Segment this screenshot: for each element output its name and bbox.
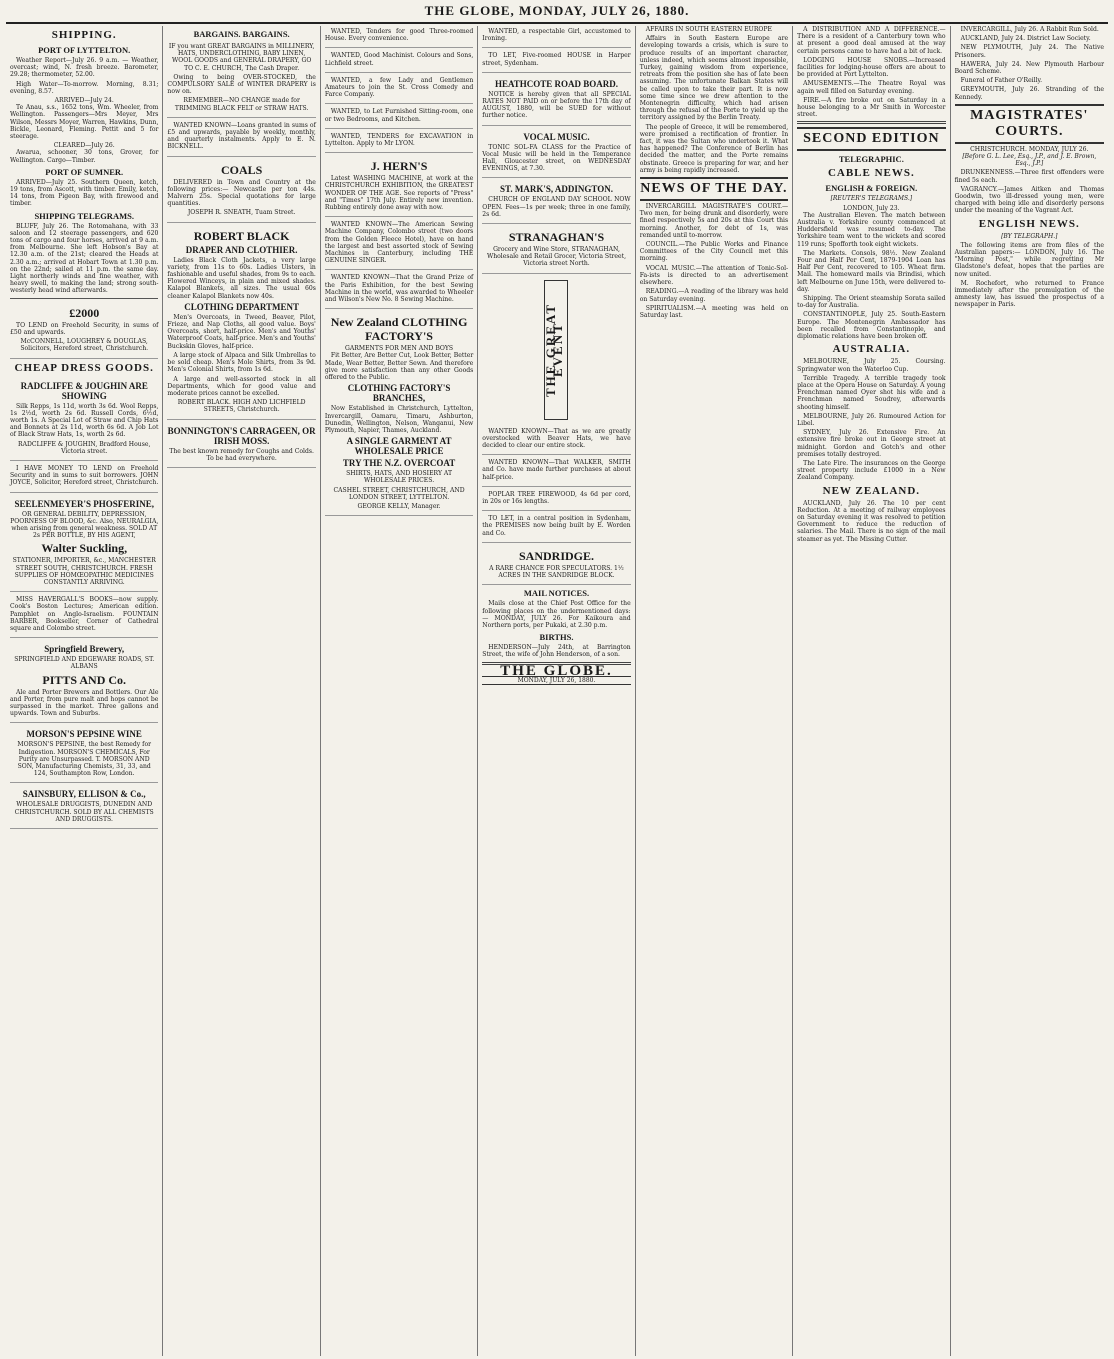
springfield-ad xyxy=(10,640,158,723)
wanted-tender-text: WANTED, Tenders for good Three-roomed House. Every convenience. xyxy=(324,28,474,43)
wanted-lady-text: WANTED, a few Lady and Gentlemen Amateurs to join the St. Cross Comedy and Farce Company. xyxy=(324,76,474,99)
church-ad xyxy=(482,180,630,224)
sainsbury-title: SAINSBURY, ELLISON & Co., xyxy=(22,789,146,800)
newspaper-columns xyxy=(6,26,1108,1356)
radcliffe-goods: Silk Repps, 1s 11d, worth 3s 6d. Wool Repps, 1s 2½d, worth 2s 6d. Russell Cords, 6½d, worth 1s. A Special Lot of Straw and Chip Hats and Bonnets at 2s 11d, worth 6s 6d. A Job Lot of Black Straw Hats, 1s, worth 2s 6d. xyxy=(10,402,159,439)
divider xyxy=(797,121,945,124)
rochefort-text: M. Rochefort, who returned to France immediately after the promulgation of the amnesty law, has issued the prospectus of a newspaper in Paris. xyxy=(954,279,1104,309)
robert-black-signature: ROBERT BLACK. HIGH AND LICHFIELD STREETS, Christchurch. xyxy=(177,399,306,414)
phosferine-ad xyxy=(10,495,158,593)
beaver-text: WANTED KNOWN—That WALKER, SMITH and Co. have made further purchases at about half-price. xyxy=(482,459,631,481)
coals-text: DELIVERED in Town and Country at the following prices:— Newcastle per ton 44s. Malvern 25s. Special quotations for large quantities. xyxy=(167,178,316,208)
column-6 xyxy=(793,26,950,1356)
to-let-text: TO LET, Five-roomed HOUSE in Harper street, Sydenham. xyxy=(482,52,631,67)
to-let-ad xyxy=(482,50,630,72)
morson-title: MORSON'S PEPSINE WINE xyxy=(26,729,142,740)
wanted-known-text: WANTED KNOWN—That as we are greatly overstocked with Beaver Hats, we have decided to clear our entire stock. xyxy=(482,427,631,450)
new-zealand-heading: NEW ZEALAND. xyxy=(822,484,921,497)
funeral-text: Funeral of Father O'Reilly. xyxy=(960,77,1043,85)
bonnington-ad xyxy=(167,422,315,468)
telegraphic-heading: TELEGRAPHIC. xyxy=(838,154,904,165)
factory-sub: GARMENTS FOR MEN AND BOYS xyxy=(345,345,454,353)
amusements-text: AMUSEMENTS.—The Theatre Royal was again well filled on Saturday evening. xyxy=(797,80,946,95)
column-1 xyxy=(6,26,163,1356)
cashel-text: CASHEL STREET, CHRISTCHURCH, AND LONDON STREET, LYTTELTON. xyxy=(333,486,465,501)
church-title: ST. MARK'S, ADDINGTON. xyxy=(500,184,613,195)
cleared-heading: CLEARED—July 26. xyxy=(53,142,115,150)
overstock-text: Owing to being OVER-STOCKED, the COMPULSORY SALE of WINTER DRAPERY is now on. xyxy=(167,73,316,96)
coals-ad xyxy=(167,159,315,223)
pitts-text: Ale and Porter Brewers and Bottlers. Our Ale and Porter, from pure malt and hops cannot be surpassed in the market. Three gallons and upwards. Town and Suburbs. xyxy=(10,688,159,718)
bonnington-text: The best known remedy for Coughs and Colds. To be had everywhere. xyxy=(169,447,314,462)
singer-ad xyxy=(325,219,473,270)
wanted-rooms-text: WANTED, to Let Furnished Sitting-room, one or two Bedrooms, and Kitchen. xyxy=(324,108,474,123)
clothing-dept-title: CLOTHING DEPARTMENT xyxy=(184,301,300,312)
wanted-loans-text: WANTED KNOWN—Loans granted in sums of £5 and upwards, payable by weekly, monthly, and quarterly instalments. Apply to E. N. BICKNELL. xyxy=(167,121,316,151)
christchurch-dateline: CHRISTCHURCH. MONDAY, JULY 26. xyxy=(970,145,1089,153)
estimates-text: WANTED KNOWN—That the Grand Prize of the Paris Exhibition, for the best Sewing Machine in the world, was awarded to Wheeler and Wilson's New No. 8 Sewing Machine. xyxy=(324,274,474,304)
cleared-text: Awarua, schooner, 30 tons, Grover, for Wellington. Cargo—Timber. xyxy=(10,149,159,164)
auction-text: TO LET, in a central position in Sydenham, the PREMISES now being built by E. Worden and Co. xyxy=(482,515,631,537)
heathcote-title: HEATHCOTE ROAD BOARD. xyxy=(494,78,619,89)
tenders-ad xyxy=(325,131,473,153)
wanted-tender-ad xyxy=(325,26,473,48)
news-of-day-heading: NEWS OF THE DAY. xyxy=(640,177,788,201)
sandridge-text: A RARE CHANCE FOR SPECULATORS. 1½ ACRES IN THE SANDRIDGE BLOCK. xyxy=(489,564,624,580)
tenders-text: WANTED, TENDERS for EXCAVATION in Lyttelton. Apply to Mr LYON. xyxy=(324,132,474,148)
port-sumner-text: ARRIVED—July 25. Southern Queen, ketch, 19 tons, from Ascott, with timber. Emily, ketch, 14 tons, from Pigeon Bay, with firewood and timber. xyxy=(10,178,159,208)
vocal-ad xyxy=(482,128,630,179)
suckling-title: Walter Suckling, xyxy=(41,541,128,556)
english-foreign-heading: ENGLISH & FOREIGN. xyxy=(825,183,918,194)
english-news-text: The following items are from files of the Australian papers:— LONDON, July 16. The "Morning Post," while regretting Mr Gladstone's defeat, hopes that the parties are now united. xyxy=(954,241,1104,278)
invercargill-text: INVERCARGILL, July 26. A Rabbit Run Sold. xyxy=(960,26,1099,33)
wanted-loans-ad xyxy=(167,120,315,157)
telegraph-label: [BY TELEGRAPH.] xyxy=(1001,232,1058,240)
hosiery-text: SHIRTS, HATS, AND HOSIERY AT WHOLESALE PRICES. xyxy=(346,470,453,485)
news-reading: READING.—A reading of the library was held on Saturday evening. xyxy=(639,288,789,303)
column-2 xyxy=(163,26,320,1356)
vocal-title: VOCAL MUSIC. xyxy=(523,131,590,142)
arrived-heading: ARRIVED—July 24. xyxy=(54,97,114,105)
hern-text: Latest WASHING MACHINE, at work at the CHRISTCHURCH EXHIBITION, the GREATEST WONDER OF THE AGE. See reports of "Press" and "Times" 17th July. Entirely new invention. Rubbing entirely done away with now. xyxy=(324,175,474,212)
stock-text: A large and well-assorted stock in all Departments, which for good value and moderate prices cannot be excelled. xyxy=(167,375,316,397)
money-ad xyxy=(10,463,158,493)
clothing-dept-text: Men's Overcoats, in Tweed, Beaver, Pilot, Frieze, and Nap Cloths, all good value. Boys' Overcoats, short, half-price. Men's and Youths' Waterproof Coats, half-price. Men's and Youths' Buckskin Gloves, half-price. xyxy=(167,313,316,350)
bargains-text: IF you want GREAT BARGAINS in MILLINERY, HATS, UNDERCLOTHING, BABY LINEN, WOOL GOODS and GENERAL DRAPERY, GO TO C. E. CHURCH, The Cash Draper. xyxy=(168,43,315,72)
weather-report: Weather Report—July 26. 9 a.m. — Weather, overcast; wind, N. fresh breeze. Barometer, 29.28; thermometer, 52.00. xyxy=(10,57,159,79)
wholesale-title: A SINGLE GARMENT AT WHOLESALE PRICE xyxy=(346,436,452,457)
wanted-girl-text: WANTED, a respectable Girl, accustomed to Ironing. xyxy=(482,28,631,43)
cheap-dress-heading: CHEAP DRESS GOODS. xyxy=(14,361,154,374)
bench-label: [Before G. L. Lee, Esq., J.P., and J. E. Brown, Esq., J.P.] xyxy=(962,153,1097,168)
branches-text: Now Established in Christchurch, Lyttelton, Invercargill, Oamaru, Timaru, Ashburton, Dunedin, Wellington, Nelson, Wanganui, New Plymouth, Napier, Thames, Auckland. xyxy=(324,405,474,434)
firewood-ad xyxy=(482,489,630,511)
bargains-ad xyxy=(167,41,315,118)
wanted-known-ad xyxy=(482,426,630,456)
firewood-text: POPLAR TREE FIREWOOD, 4s 6d per cord, in 20s or 16s lengths. xyxy=(482,490,631,506)
factory-ad xyxy=(325,311,473,516)
reuter-label: [REUTER'S TELEGRAMS.] xyxy=(830,195,913,203)
sydney-text: SYDNEY, July 26. Extensive Fire. An extensive fire broke out in George street at midnight. Gordon and Gotch's and other premises totally destroyed. xyxy=(797,429,946,458)
hern-title: J. HERN'S xyxy=(370,159,428,174)
editorial-text-2: The people of Greece, it will be remembered, were promised a rectification of frontier. In fact, it was the Sultan who undertook it. What has happened? The Conference of Berlin has decided the matter, and the Porte remains obstinate. Greece is preparing for war, and her army is being rapidly increased. xyxy=(639,123,789,174)
sainsbury-text: WHOLESALE DRUGGISTS, DUNEDIN AND CHRISTCHURCH. SOLD BY ALL CHEMISTS AND DRUGGISTS. xyxy=(14,801,154,823)
auckland-law-text: AUCKLAND, July 24. District Law Society. xyxy=(960,35,1091,43)
telegrams-heading: SHIPPING TELEGRAMS. xyxy=(34,210,134,221)
port-sumner-heading: PORT OF SUMNER. xyxy=(45,166,124,177)
magistrates-heading: MAGISTRATES' COURTS. xyxy=(955,104,1104,144)
wanted-girl-ad xyxy=(482,26,630,48)
hern-ad xyxy=(325,155,473,217)
stranaghan-ad xyxy=(482,226,630,274)
radcliffe-address: RADCLIFFE & JOUGHIN, Bradford House, Victoria street. xyxy=(18,440,151,455)
springfield-sub: SPRINGFIELD AND EDGEWARE ROADS, ST. ALBANS xyxy=(14,656,155,671)
sandridge-title: SANDRIDGE. xyxy=(518,548,594,563)
haverfield-ad xyxy=(10,594,158,638)
mail-text: Mails close at the Chief Post Office for the following places on the undermentioned days:— MONDAY, JULY 26. For Kaikoura and Northern ports, per Pukaki, at 2.30 p.m. xyxy=(482,600,631,629)
greymouth-text: GREYMOUTH, July 26. Stranding of the Kennedy. xyxy=(954,86,1104,101)
suckling-address: STATIONER, IMPORTER, &c., MANCHESTER STREET SOUTH, CHRISTCHURCH. FRESH SUPPLIES OF HOMŒOPATHIC MEDICINES CONSTANTLY ARRIVING. xyxy=(12,557,156,586)
morson-ad xyxy=(10,725,158,783)
singer-text: WANTED KNOWN—The American Sewing Machine Company, Colombo street (two doors from the Golden Fleece Hotel), have on hand the largest and best assorted stock of Sewing Machines in Canterbury, including THE GENUINE SINGER. xyxy=(324,221,474,265)
high-water: High Water—To-morrow. Morning, 8.31; evening, 8.57. xyxy=(10,80,159,95)
heathcote-ad xyxy=(482,75,630,126)
coals-firm: JOSEPH R. SNEATH, Tuam Street. xyxy=(187,209,296,217)
globe-dateline: MONDAY, JULY 26, 1880. xyxy=(482,676,630,685)
robert-black-ad xyxy=(167,225,315,420)
mail-heading: MAIL NOTICES. xyxy=(523,588,590,599)
tragedy-text: Terrible Tragedy. A terrible tragedy took place at the Opera House on Saturday. A young Frenchman named Oyer shot his wife and a Frenchman named Soudrey, afterwards shooting himself. xyxy=(797,374,946,411)
late-fire-text: The Late Fire. The insurances on the George street property include £1000 in a New Zealand Company. xyxy=(797,459,946,482)
distribution-text: A DISTRIBUTION AND A DIFFERENCE.—There is a resident of a Canterbury town who at present a good deal amused at the way certain persons came to have had a bit of luck. xyxy=(797,26,946,55)
robert-black-title: ROBERT BLACK xyxy=(193,228,290,243)
loan-firm: McCONNELL, LOUGHREY & DOUGLAS, Solicitors, Hereford street, Christchurch. xyxy=(20,338,149,353)
branches-title: CLOTHING FACTORY'S BRANCHES, xyxy=(347,383,451,404)
editorial-text: Affairs in South Eastern Europe are developing towards a crisis, which is sure to produce results of an important character, unless indeed, which seems almost impossible, Turkey, gaining wisdom from experience, retreats from the position she has of late been assuming. The unfortunate Balkan States will be called upon to take their part. It is now some time since we drew attention to the Montenegrin difficulty, which had arisen through the refusal of the Porte to yield up the territory assigned by the Berlin Treaty. xyxy=(639,35,789,122)
sainsbury-ad xyxy=(10,785,158,829)
shipping-text: Shipping. The Orient steamship Sorata sailed to-day for Australia. xyxy=(797,295,946,310)
arrived-text: Te Anau, s.s., 1652 tons, Wm. Wheeler, from Wellington. Passengers—Mrs Meyer, Mrs Wilson, Messrs Moyer, Warren, Hawkins, Dunn, Bickle, Leonard, Fleming. Pettit and 5 for steerage. xyxy=(10,104,159,141)
column-3 xyxy=(321,26,478,1356)
pitts-title: PITTS AND Co. xyxy=(42,672,127,687)
factory-title: New Zealand CLOTHING FACTORY'S xyxy=(330,315,468,344)
wanted-good-ad xyxy=(325,50,473,72)
manager-text: GEORGE KELLY, Manager. xyxy=(357,502,441,510)
morson-text: MORSON'S PEPSINE, the best Remedy for Indigestion. MORSON'S CHEMICALS, For Purity are Unsurpassed. T. MORSON AND SON, Manufacturing Chemists, 31, 33, and 124, Southampton Row, London. xyxy=(17,741,152,778)
heathcote-text: NOTICE is hereby given that all SPECIAL RATES NOT PAID on or before the 17th day of AUGUST, 1880, will be SUED for without further notice. xyxy=(482,90,631,120)
new-plymouth-text: NEW PLYMOUTH, July 24. The Native Prisoners. xyxy=(954,44,1104,59)
wanted-rooms-ad xyxy=(325,106,473,128)
births-heading: BIRTHS. xyxy=(539,632,574,643)
vocal-text: TONIC SOL-FA CLASS for the Practice of Vocal Music will be held in the Temperance Hall, Gloucester street, on WEDNESDAY EVENINGS, at 7.30. xyxy=(482,143,631,173)
masthead: THE GLOBE, MONDAY, JULY 26, 1880. xyxy=(6,0,1108,24)
cable-news-heading: CABLE NEWS. xyxy=(827,167,915,180)
melbourne-text: MELBOURNE, July 25. Coursing. Springwater won the Waterloo Cup. xyxy=(797,358,946,373)
second-edition-heading: SECOND EDITION xyxy=(797,127,945,151)
factory-text: Fit Better, Are Better Cut, Look Better, Better Made, Wear Better, Better Sewn. And therefore give more satisfaction than any other Goods offered to the Public. xyxy=(324,352,474,382)
shipping-heading: SHIPPING. xyxy=(51,29,117,41)
australia-heading: AUSTRALIA. xyxy=(832,343,911,356)
springfield-title: Springfield Brewery, xyxy=(44,644,125,655)
great-event-banner: THE GREAT EVENT xyxy=(544,280,568,420)
haverfield-text: MISS HAVERGALL'S BOOKS—now supply. Cook's Boston Lectures; American edition. Pamphlet on Anglo-Israelism. FOUNTAIN BARBER, Bookseller, Corner of Cathedral square and Colombo street. xyxy=(10,596,159,632)
radcliffe-ad xyxy=(10,377,158,461)
phosferine-text: OR GENERAL DEBILITY, DEPRESSION, POORNESS OF BLOOD, &c. Also, NEURALGIA, when arising from general weakness. SOLD AT 2s PER BOTTLE, BY HIS AGENT, xyxy=(10,510,159,540)
shirts-text: A large stock of Alpaca and Silk Umbrellas to be sold cheap. Men's Mole Shirts, from 3s 9d. Men's Colonial Shirts, from 1s 6d. xyxy=(167,351,316,374)
church-text: CHURCH OF ENGLAND DAY SCHOOL NOW OPEN. Fees—1s per week; three in one family, 2s 6d. xyxy=(482,196,631,218)
column-4 xyxy=(478,26,635,1356)
news-spiritualism: SPIRITUALISM.—A meeting was held on Saturday last. xyxy=(639,304,789,319)
robert-black-sub: DRAPER AND CLOTHIER. xyxy=(185,244,298,255)
wanted-lady-ad xyxy=(325,75,473,105)
radcliffe-title: RADCLIFFE & JOUGHIN ARE SHOWING xyxy=(20,380,148,401)
estimates-ad xyxy=(325,272,473,309)
beaver-ad xyxy=(482,457,630,487)
telegrams-text: BLUFF, July 26. The Rotomahana, with 33 saloon and 12 steerage passengers, and 620 tons of cargo and four horses, arrived at 9 a.m. from Melbourne. She left Hobson's Bay at 12.30 a.m. of the 21st; cleared the Heads at 2.30 a.m.; arrived at Hobart Town at 1.30 p.m. on the 22nd; sailed at 11 p.m. the same day. Light northerly winds and fine weather, with heavy swell, to making the land; strong south-westerly head wind afterwards. xyxy=(10,222,159,295)
globe-title: THE GLOBE. xyxy=(500,662,613,679)
loan-text: TO LEND on Freehold Security, in sums of £50 and upwards. xyxy=(10,321,159,336)
wanted-good-text: WANTED, Good Machinist. Colours and Sons, Lichfield street. xyxy=(324,52,474,67)
melbourne-2-text: MELBOURNE, July 26. Rumoured Action for Libel. xyxy=(797,412,946,427)
auckland-text: AUCKLAND, July 26. The 10 per cent Reduction. At a meeting of railway employees on Saturday evening it was resolved to petition Government to reduce the reduction of salaries. The Mail. There is no sign of the mail steamer as yet. The Missing Cutter. xyxy=(797,499,946,543)
births-text: HENDERSON—July 24th, at Barrington Street, the wife of John Henderson, of a son. xyxy=(482,644,631,659)
fire-text: FIRE.—A fire broke out on Saturday in a house belonging to a Mr Smith in Worcester street. xyxy=(797,96,946,119)
english-news-heading: ENGLISH NEWS. xyxy=(978,217,1080,230)
news-vocal: VOCAL MUSIC.—The attention of Tonic-Sol-Fa-ists is directed to an advertisement elsewhere. xyxy=(639,264,789,287)
auction-ad xyxy=(482,513,630,543)
phosferine-title: SEELENMEYER'S PHOSFERINE, xyxy=(14,498,154,509)
loan-ad xyxy=(10,302,158,359)
vagrancy-text: VAGRANCY.—James Aitken and Thomas Goodwin, two ill-dressed young men, were charged with being idle and disorderly persons under the meaning of the Vagrant Act. xyxy=(954,185,1104,215)
news-magistrate: INVERCARGILL MAGISTRATE'S COURT.—Two men, for being drunk and disorderly, were fined respectively 5s and 20s at this Court this morning. Another, for debt of 1s, was remanded until to-morrow. xyxy=(639,203,789,239)
london-dateline: LONDON, July 23. xyxy=(843,204,900,212)
column-5 xyxy=(636,26,793,1356)
remember-text: REMEMBER—NO CHANGE made for TRIMMING BLACK FELT or STRAW HATS. xyxy=(174,97,309,112)
editorial-heading: AFFAIRS IN SOUTH EASTERN EUROPE xyxy=(645,26,772,33)
markets-text: The Markets. Consols, 98½. New Zealand Four and Half Per Cent, 1879-1904 Loan has Half Per Cent, recovered to 105. Wheat firm. Mail. The homeward mails via Brindisi, which left Melbourne on June 15th, were delivered to-day. xyxy=(797,249,946,293)
robert-black-text: Ladies Black Cloth Jackets, a very large variety, from 11s to 60s. Ladies Ulsters, in fashionable and useful shades, from 9s to each. Flowered Winceys, in plain and mixed shades. Kalapol Blankets, all sizes. The usual 60s cleaner Kalapol Blankets now 40s. xyxy=(167,256,316,300)
overcoat-title: TRY THE N.Z. OVERCOAT xyxy=(342,458,456,469)
column-7 xyxy=(951,26,1108,1356)
bonnington-title: BONNINGTON'S CARRAGEEN, OR IRISH MOSS. xyxy=(167,425,316,446)
money-text: I HAVE MONEY TO LEND on Freehold Security and in sums to suit borrowers. JOHN JOYCE, Solicitor, Hereford street, Christchurch. xyxy=(10,464,159,487)
news-council: COUNCIL.—The Public Works and Finance Committees of the City Council met this morning. xyxy=(639,241,789,263)
stranaghan-title: STRANAGHAN'S xyxy=(508,230,605,245)
stranaghan-text: Grocery and Wine Store, STRANAGHAN, Wholesale and Retail Grocer, Victoria Street, Victoria street North. xyxy=(486,246,627,268)
hawera-text: HAWERA, July 24. New Plymouth Harbour Board Scheme. xyxy=(954,60,1104,76)
sandridge-ad xyxy=(482,545,630,585)
drunkenness-text: DRUNKENNESS.—Three first offenders were fined 5s each. xyxy=(954,169,1104,184)
eleven-text: The Australian Eleven. The match between Australia v. Yorkshire county commenced at Huddersfield was resumed to-day. The Yorkshire team went to the wickets and scored 119 runs; Spofforth took eight wickets. xyxy=(797,211,946,248)
divider xyxy=(10,298,158,299)
bargains-heading: BARGAINS. BARGAINS. xyxy=(193,29,290,39)
constantinople-text: CONSTANTINOPLE, July 25. South-Eastern Europe. The Montenegrin Ambassador has been recalled from Constantinople, and diplomatic relations have been broken off. xyxy=(797,311,946,341)
lodging-text: LODGING HOUSE SNOBS.—Increased facilities for lodging-house offers are about to be provided at Port Lyttelton. xyxy=(797,56,946,79)
coals-title: COALS xyxy=(220,162,263,177)
loan-amount: £2000 xyxy=(69,305,100,320)
port-heading: PORT OF LYTTELTON. xyxy=(38,45,131,55)
